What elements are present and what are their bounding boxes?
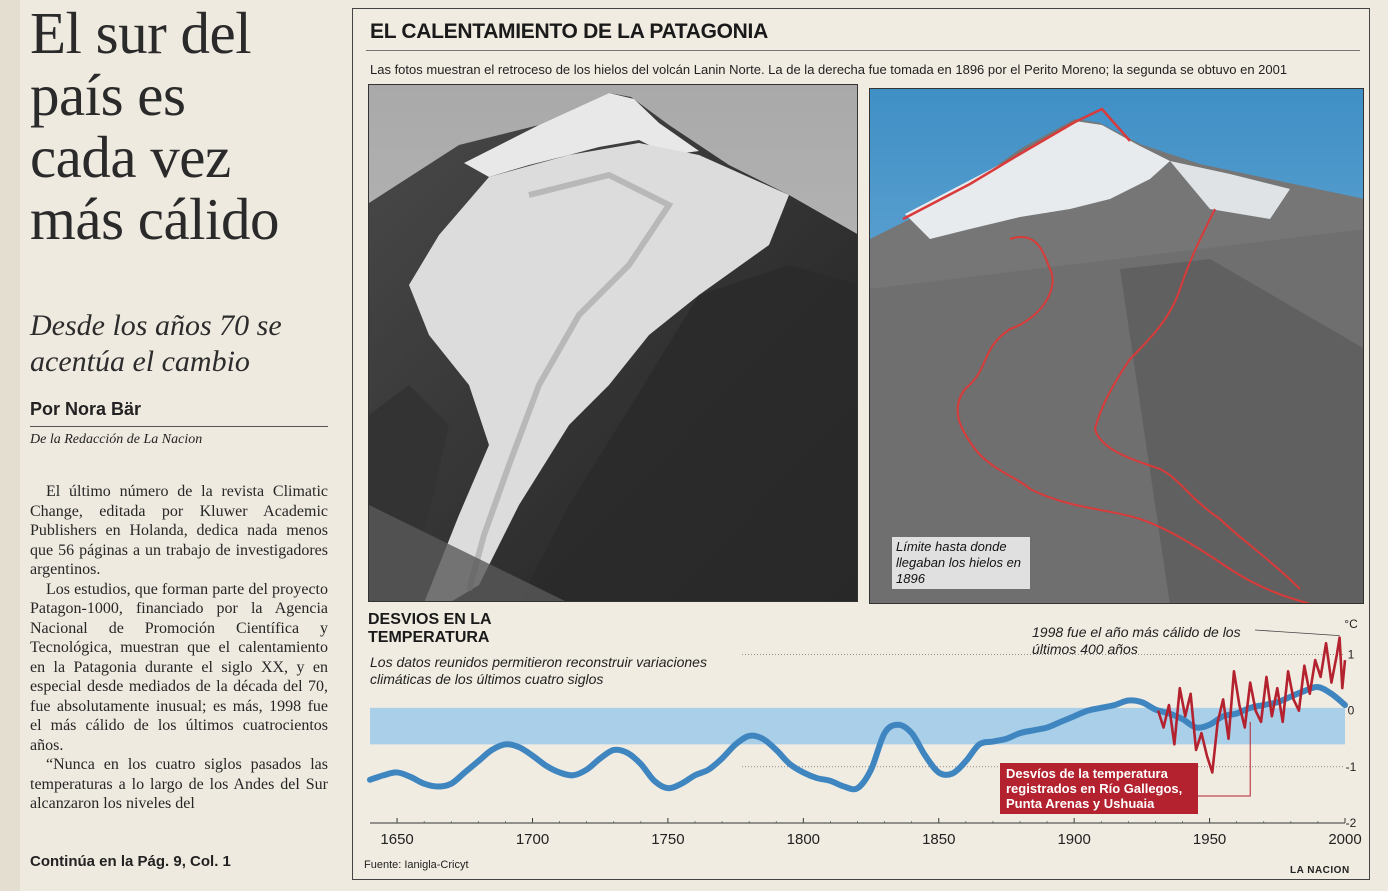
infographic-subtitle: Las fotos muestran el retroceso de los hielos del volcán Lanin Norte. La de la derecha fue tomada en 1896 por el Perito Moreno; la segunda se obtuvo en 2001 [370, 62, 1288, 77]
x-tick-label: 1850 [922, 831, 956, 848]
x-tick-label: 1700 [515, 831, 550, 848]
headline-line: más cálido [30, 186, 279, 252]
x-tick-label: 1950 [1192, 831, 1227, 848]
y-tick-label: 0 [1347, 703, 1355, 718]
subhead-line: Desde los años 70 se [30, 309, 282, 342]
volcano-1896-illustration [369, 85, 858, 602]
headline-line: país es [30, 62, 186, 128]
paragraph: Los estudios, que forman parte del proyecto Patagon-1000, financiado por la Agencia Nacional de Promoción Científica y Tecnológica, muestran que el calentamiento en la Patagonia durante el siglo XX, y en especial desde mediados de la década del 70, fue absolutamente inusual; es más, 1998 fue el más cálido de los últimos cuatrocientos años. [30, 580, 328, 754]
paragraph: “Nunca en los cuatro siglos pasados las temperaturas a lo largo de los Andes del Sur alcanzaron los niveles del [30, 756, 328, 812]
paragraph: El último número de la revista Climatic Change, editada por Kluwer Academic Publishers en Holanda, dedica nada menos que 56 páginas a un trabajo de investigadores argentinos. [30, 483, 328, 578]
publisher-mark: LA NACION [1290, 865, 1350, 876]
source-note: Fuente: Ianigla-Cricyt [364, 859, 469, 871]
y-tick-label: 1 [1347, 647, 1355, 662]
chart-title: DESVIOS EN LA TEMPERATURA [368, 611, 491, 646]
x-tick-label: 2000 [1328, 831, 1362, 848]
headline-line: El sur del [30, 0, 252, 66]
x-tick-label: 1900 [1057, 831, 1091, 848]
ice-limit-callout: Límite hasta donde llegaban los hielos en 1896 [892, 537, 1030, 589]
chart-subtitle: Los datos reunidos permitieron reconstruir variaciones climáticas de los últimos cuatro siglos [370, 654, 707, 687]
infographic-title: EL CALENTAMIENTO DE LA PATAGONIA [370, 20, 768, 43]
continues-note: Continúa en la Pág. 9, Col. 1 [30, 853, 231, 870]
x-tick-label: 1750 [651, 831, 685, 848]
article-body [30, 482, 328, 814]
headline [30, 2, 340, 250]
x-tick-label: 1800 [786, 831, 821, 848]
title-divider [366, 50, 1360, 51]
photo-volcano-2001 [869, 88, 1364, 604]
byline-divider [30, 426, 328, 427]
x-tick-label: 1650 [380, 831, 414, 848]
y-tick-label: -1 [1345, 759, 1357, 774]
volcano-2001-illustration [870, 89, 1364, 604]
subhead [30, 308, 340, 380]
record-year-annotation: 1998 fue el año más cálido de los últimos 400 años [1032, 624, 1241, 657]
credit-line: De la Redacción de La Nacion [30, 432, 203, 447]
photo-volcano-1896 [368, 84, 858, 602]
subhead-line: acentúa el cambio [30, 345, 250, 378]
adjacent-column-edge [0, 0, 20, 891]
y-unit-label: °C [1344, 617, 1358, 631]
station-series-label: Desvíos de la temperatura registrados en Río Gallegos, Punta Arenas y Ushuaia [1000, 763, 1198, 814]
byline: Por Nora Bär [30, 399, 142, 419]
annotation-pointer [1255, 630, 1340, 636]
headline-line: cada vez [30, 124, 231, 190]
y-tick-label: -2 [1345, 816, 1357, 830]
